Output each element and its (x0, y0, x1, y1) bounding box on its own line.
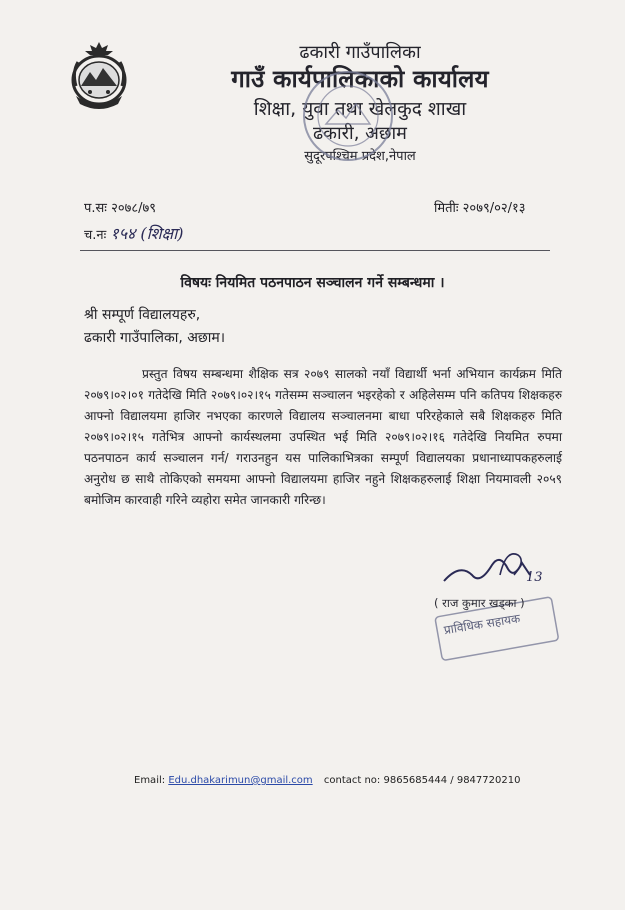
nepal-emblem-icon (68, 40, 130, 114)
contact-number: 9865685444 / 9847720210 (383, 775, 521, 786)
signature-name: ( राज कुमार खड्का ) (434, 596, 525, 610)
reference-number: प.सः २०७८/७९ (84, 201, 157, 216)
dispatch-number (84, 222, 184, 244)
recipient-line-1: श्री सम्पूर्ण विद्यालयहरु, (84, 307, 201, 323)
letter-body: प्रस्तुत विषय सम्बन्धमा शैक्षिक सत्र २०७९ सालको नयाँ विद्यार्थी भर्ना अभियान कार्यक्रम मिति २०७९।०२।०१ गतेदेखि मिति २०७९।०२।१५ गतेसम्म सञ्चालन भइरहेको र अहिलेसम्म पनि कतिपय शिक्षकहरु आफ्नो विद्यालयमा हाजिर नभएका कारणले विद्यालय सञ्चालनमा बाधा परिरहेकाले सबै शिक्षकहरु मिति २०७९।०२।१५ गतेभित्र आफ्नो कार्यस्थलमा उपस्थित भई मिति २०७९।०२।१६ गतेदेखि नियमित रुपमा पठनपाठन कार्य सञ्चालन गर्न/ गराउनहुन यस पालिकाभित्रका सम्पूर्ण विद्यालयका प्रधानाध्यापकहरुलाई अनुरोध छ साथै तोकिएको समयमा आफ्नो विद्यालयमा हाजिर नहुने शिक्षकहरुलाई शिक्षा नियमावली २०५९ बमोजिम कारवाही गरिने व्यहोरा समेत जानकारी गरिन्छ। (84, 367, 562, 507)
signature-title: प्राविधिक सहायक (442, 611, 522, 638)
header-divider (80, 250, 550, 251)
header-location: ढकारी, अछाम (313, 123, 407, 144)
recipient-line-2: ढकारी गाउँपालिका, अछाम। (84, 330, 226, 346)
email-label: Email: (134, 775, 166, 786)
office-stamp-icon (298, 66, 398, 166)
signature-date-mark: 13 (526, 570, 543, 585)
contact-label: contact no: (323, 775, 381, 786)
header-municipality: ढकारी गाउँपालिका (299, 42, 421, 63)
letter-date: मितीः २०७९/०२/१३ (434, 201, 526, 216)
letter-subject: विषयः नियमित पठनपाठन सञ्चालन गर्ने सम्बन्धमा । (180, 275, 445, 291)
header-office: गाउँ कार्यपालिकाको कार्यालय (231, 65, 489, 93)
dispatch-label: च.नः (84, 228, 107, 243)
header-province: सुदूरपश्चिम प्रदेश,नेपाल (304, 149, 416, 164)
header-section: शिक्षा, युवा तथा खेलकुद शाखा (253, 98, 467, 120)
email-link[interactable]: Edu.dhakarimun@gmail.com (168, 775, 313, 786)
signature-stamp-block (430, 545, 560, 665)
dispatch-value: १५४ (शिक्षा) (110, 224, 184, 243)
footer-contact (134, 775, 520, 786)
